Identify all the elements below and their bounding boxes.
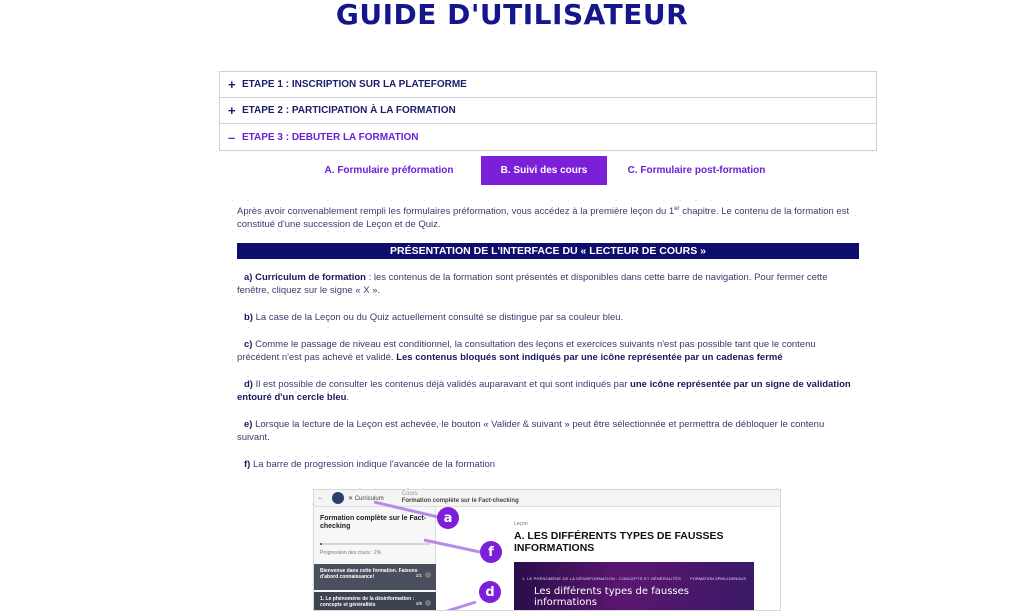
item-a: a) Curriculum de formation : les contenus de la formation sont présentés et disponibles dans cette barre de navigation. Pour fermer cette fenêtre, cliquez sur le signe « X ». [237, 272, 828, 297]
sub-tabs [219, 156, 877, 185]
lesson-label: Leçon [514, 521, 528, 527]
lesson-title: A. LES DIFFÉRENTS TYPES DE FAUSSES INFORMATIONS [514, 530, 724, 554]
section-banner: PRÉSENTATION DE L'INTERFACE DU « LECTEUR DE COURS » [237, 243, 859, 259]
accordion-step-2[interactable] [220, 98, 876, 124]
lesson-video: 1. LE PHÉNOMÈNE DE LA DÉSINFORMATION : CONCEPTS ET GÉNÉRALITÉS FORMATION SPHILLDENOUS Les différents types de fausses informations [514, 562, 754, 611]
accordion-step-3-label: ETAPE 3 : DEBUTER LA FORMATION [242, 131, 419, 143]
accordion-step-1[interactable] [220, 72, 876, 98]
item-d: d) Il est possible de consulter les contenus déjà validés auparavant et qui sont indiqués par une icône représentée par un signe de validation entouré d'un cercle bleu. [237, 379, 851, 404]
plus-icon: + [228, 77, 236, 92]
callout-d: d [479, 581, 501, 603]
plus-icon: + [228, 103, 236, 118]
course-player-screenshot [313, 489, 781, 611]
tab-formulaire-post-formation[interactable]: C. Formulaire post-formation [627, 165, 766, 176]
progress-label: Progression des cours : 2% [320, 550, 382, 556]
back-arrow-icon: ← [318, 495, 324, 501]
steps-accordion [219, 71, 877, 151]
accordion-step-1-label: ETAPE 1 : INSCRIPTION SUR LA PLATEFORME [242, 79, 467, 90]
accordion-step-2-label: ETAPE 2 : PARTICIPATION À LA FORMATION [242, 105, 456, 116]
tab-suivi-des-cours[interactable]: B. Suivi des cours [481, 156, 607, 185]
tab-content [237, 203, 859, 485]
intro-paragraph: Après avoir convenablement rempli les formulaires préformation, vous accédez à la première leçon du 1er chapitre. Le contenu de la formation est constitué d'une succession de Leçon et de Quiz. [237, 206, 850, 231]
item-c: c) Comme le passage de niveau est conditionnel, la consultation des leçons et exercices suivants n'est pas possible tant que le contenu précédent n'est pas achevé et validé. Les contenus bloqués sont indiqués par une icône représentée par un cadenas fermé [237, 339, 816, 364]
curriculum-close: ✕ Curriculum [348, 495, 384, 502]
tab-formulaire-preformation[interactable]: A. Formulaire préformation [324, 165, 454, 176]
sidebar-course-title: Formation complète sur le Fact-checking [320, 515, 427, 530]
video-title: Les différents types de fausses informations [534, 586, 689, 608]
minus-icon: – [228, 129, 236, 145]
item-f: f) La barre de progression indique l'avancée de la formation [244, 459, 496, 471]
sidebar-item-welcome: Bienvenue dans cette formation. Faisons d'abord connaissance! 1/1 [314, 564, 436, 590]
item-e: e) Lorsque la lecture de la Leçon est achevée, le bouton « Valider & suivant » peut être sélectionnée et permettra de débloquer le contenu suivant. [237, 419, 825, 444]
item-b: b) La case de la Leçon ou du Quiz actuellement consulté se distingue par sa couleur bleu. [244, 312, 624, 324]
sidebar-item-chapter-1: 1. Le phénomène de la désinformation : concepts et généralités 1/6 [314, 592, 436, 611]
breadcrumb: Cours Formation complète sur le Fact-checking [401, 491, 519, 504]
callout-a: a [437, 507, 459, 529]
page-title: GUIDE D'UTILISATEUR [335, 0, 689, 31]
callout-f: f [480, 541, 502, 563]
accordion-step-3[interactable] [220, 124, 876, 150]
